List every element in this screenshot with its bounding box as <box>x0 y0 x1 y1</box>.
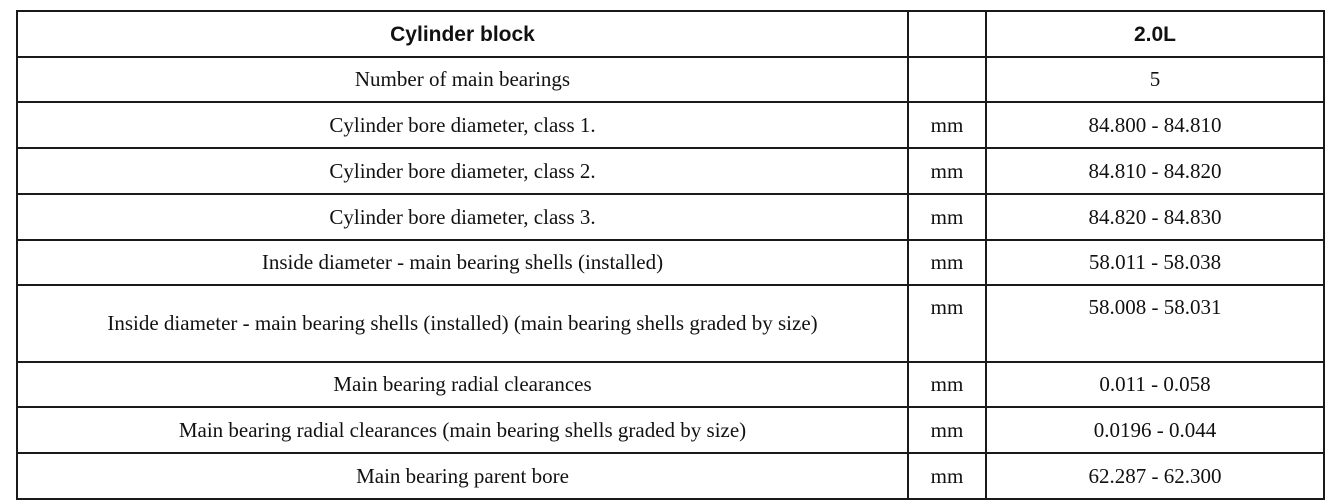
row-value: 0.011 - 0.058 <box>986 362 1324 407</box>
row-description: Number of main bearings <box>17 57 908 102</box>
table-row <box>17 102 1324 148</box>
row-description: Cylinder bore diameter, class 1. <box>17 102 908 148</box>
row-value: 58.008 - 58.031 <box>986 285 1324 362</box>
table-row <box>17 285 1324 362</box>
row-value: 84.810 - 84.820 <box>986 148 1324 194</box>
table-row <box>17 194 1324 240</box>
row-description: Main bearing parent bore <box>17 453 908 499</box>
row-unit: mm <box>908 148 986 194</box>
row-unit: mm <box>908 285 986 362</box>
row-description: Inside diameter - main bearing shells (installed) (main bearing shells graded by size) <box>17 285 908 362</box>
table-row <box>17 362 1324 407</box>
row-unit: mm <box>908 102 986 148</box>
row-unit: mm <box>908 407 986 453</box>
row-unit: mm <box>908 194 986 240</box>
row-description: Cylinder bore diameter, class 3. <box>17 194 908 240</box>
header-title-cell: Cylinder block <box>17 11 908 57</box>
table-row <box>17 148 1324 194</box>
table-row <box>17 453 1324 499</box>
row-value: 5 <box>986 57 1324 102</box>
header-value-cell: 2.0L <box>986 11 1324 57</box>
row-value: 62.287 - 62.300 <box>986 453 1324 499</box>
row-value: 58.011 - 58.038 <box>986 240 1324 285</box>
row-unit: mm <box>908 362 986 407</box>
row-description: Inside diameter - main bearing shells (installed) <box>17 240 908 285</box>
header-unit-cell <box>908 11 986 57</box>
row-description: Main bearing radial clearances <box>17 362 908 407</box>
row-value: 84.820 - 84.830 <box>986 194 1324 240</box>
row-description: Cylinder bore diameter, class 2. <box>17 148 908 194</box>
table-header-row <box>17 11 1324 57</box>
row-unit: mm <box>908 240 986 285</box>
cylinder-block-spec-table <box>16 10 1325 500</box>
table-row <box>17 407 1324 453</box>
row-description: Main bearing radial clearances (main bearing shells graded by size) <box>17 407 908 453</box>
table-row <box>17 240 1324 285</box>
row-unit: mm <box>908 453 986 499</box>
table-row <box>17 57 1324 102</box>
row-value: 0.0196 - 0.044 <box>986 407 1324 453</box>
row-value: 84.800 - 84.810 <box>986 102 1324 148</box>
row-unit <box>908 57 986 102</box>
